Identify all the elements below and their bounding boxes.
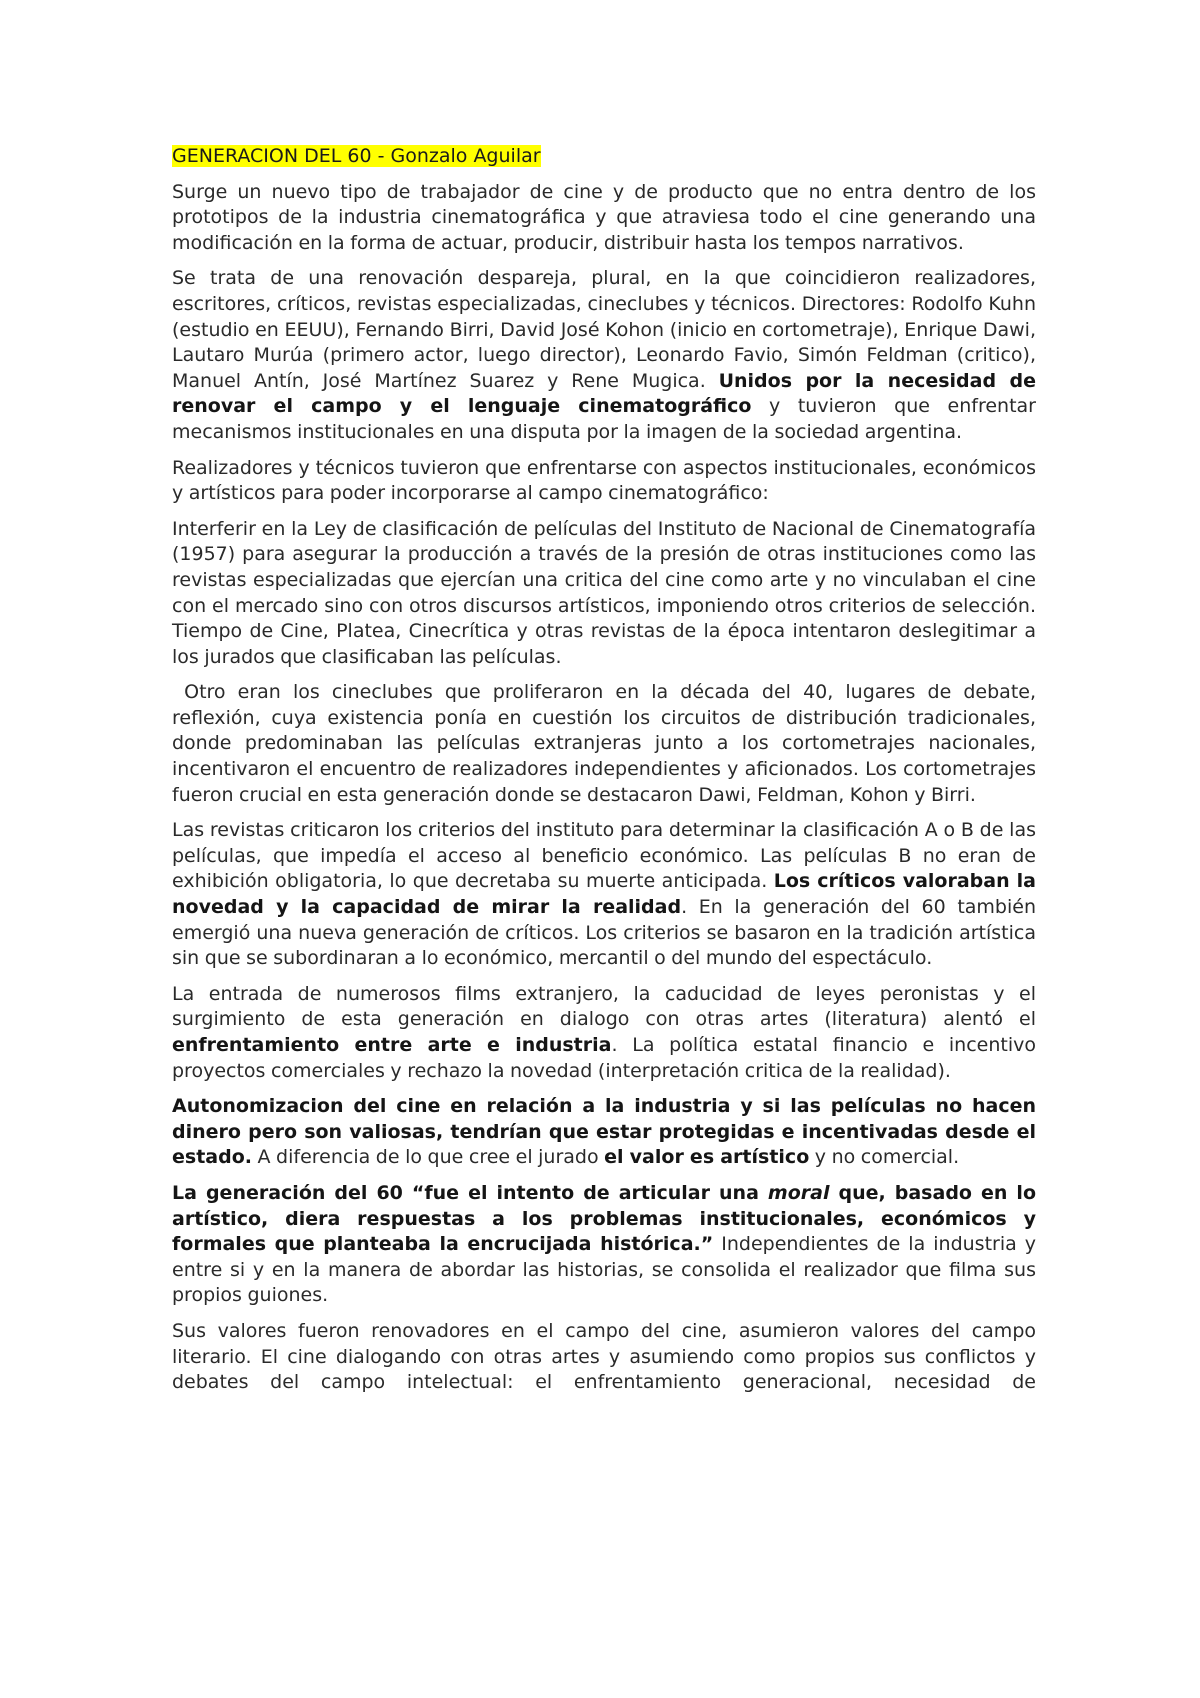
paragraph-4: Interferir en la Ley de clasificación de películas del Instituto de Nacional de Cinematografía (1957) para asegurar la producción a través de la presión de otras instituciones como las revistas especializadas que ejercían una critica del cine como arte y no vinculaban el cine con el mercado sino con otros discursos artísticos, imponiendo otros criterios de selección. Tiempo de Cine, Platea, Cinecrítica y otras revistas de la época intentaron deslegitimar a los jurados que clasificaban las películas. bbox=[172, 517, 1036, 668]
document-page bbox=[172, 144, 1042, 1396]
paragraph-8 bbox=[172, 1094, 1036, 1171]
paragraph-1: Surge un nuevo tipo de trabajador de cine y de producto que no entra dentro de los prototipos de la industria cinematográfica y que atraviesa todo el cine generando una modificación en la forma de actuar, producir, distribuir hasta los tempos narrativos. bbox=[172, 180, 1036, 254]
paragraph-7-bold: enfrentamiento entre arte e industria bbox=[172, 1034, 612, 1056]
paragraph-7 bbox=[172, 982, 1036, 1084]
paragraph-6-tail: . En la generación del 60 también emergió una nueva generación de críticos. Los criterios se basaron en la tradición artística sin que se subordinaran a lo económico, mercantil o del mundo del espectáculo. bbox=[172, 896, 1036, 970]
paragraph-6 bbox=[172, 818, 1036, 972]
paragraph-10: Sus valores fueron renovadores en el campo del cine, asumieron valores del campo literario. El cine dialogando con otras artes y asumiendo como propios sus conflictos y debates del campo intelectual: el enfrentamiento generacional, necesidad de bbox=[172, 1319, 1036, 1394]
paragraph-6-bold: Los críticos valoraban la novedad y la capacidad de mirar la realidad bbox=[172, 870, 1036, 919]
paragraph-8-text: A diferencia de lo que cree el jurado bbox=[251, 1146, 605, 1169]
paragraph-2-text: Se trata de una renovación despareja, plural, en la que coincidieron realizadores, escritores, críticos, revistas especializadas, cineclubes y técnicos. Directores: Rodolfo Kuhn (estudio en EEUU), Fernando Birri, David José Kohon (inicio en cortometraje), Enrique Dawi, Lautaro Murúa (primero actor, luego director), Leonardo Favio, Simón Feldman (critico), Manuel Antín, José Martínez Suarez y Rene Mugica. bbox=[172, 267, 1036, 392]
paragraph-9-bold-2: que, basado en lo artístico, diera respuestas a los problemas institucionales, económicos y formales que planteaba la encrucijada histórica.” bbox=[172, 1181, 1036, 1256]
paragraph-8-bold: Autonomizacion del cine en relación a la industria y si las películas no hacen dinero pero son valiosas, tendrían que estar protegidas e incentivadas desde el estado. bbox=[172, 1095, 1036, 1169]
paragraph-6-text: Las revistas criticaron los criterios del instituto para determinar la clasificación A o B de las películas, que impedía el acceso al beneficio económico. Las películas B no eran de exhibición obligatoria, lo que decretaba su muerte anticipada. bbox=[172, 819, 1036, 893]
paragraph-9-italic-word: moral bbox=[767, 1181, 830, 1204]
paragraph-9-tail: Independientes de la industria y entre si y en la manera de abordar las historias, se consolida el realizador que filma sus propios guiones. bbox=[172, 1233, 1037, 1307]
paragraph-7-text: La entrada de numerosos films extranjero, la caducidad de leyes peronistas y el surgimiento de esta generación en dialogo con otras artes (literatura) alentó el bbox=[172, 982, 1036, 1031]
paragraph-2-tail: y tuvieron que enfrentar mecanismos institucionales en una disputa por la imagen de la sociedad argentina. bbox=[172, 395, 1036, 443]
paragraph-3: Realizadores y técnicos tuvieron que enfrentarse con aspectos institucionales, económicos y artísticos para poder incorporarse al campo cinematográfico: bbox=[172, 456, 1036, 505]
paragraph-8-bold-2: el valor es artístico bbox=[604, 1146, 810, 1169]
paragraph-5: Otro eran los cineclubes que proliferaron en la década del 40, lugares de debate, reflexión, cuya existencia ponía en cuestión los circuitos de distribución tradicionales, donde predominaban las películas extranjeras junto a los cortometrajes nacionales, incentivaron el encuentro de realizadores independientes y aficionados. Los cortometrajes fueron crucial en esta generación donde se destacaron Dawi, Feldman, Kohon y Birri. bbox=[172, 681, 1042, 806]
paragraph-2-bold: Unidos por la necesidad de renovar el campo y el lenguaje cinematográfico bbox=[172, 369, 1036, 418]
document-title bbox=[172, 144, 1036, 170]
paragraph-9-italic bbox=[768, 1182, 830, 1204]
paragraph-2 bbox=[172, 266, 1036, 445]
highlighted-title: GENERACION DEL 60 - Gonzalo Aguilar bbox=[172, 145, 541, 167]
paragraph-8-tail: y no comercial. bbox=[809, 1146, 960, 1169]
paragraph-9-bold: La generación del 60 “fue el intento de articular una bbox=[172, 1181, 768, 1204]
paragraph-9 bbox=[172, 1181, 1036, 1309]
paragraph-7-tail: . La política estatal financio e incentivo proyectos comerciales y rechazo la novedad (interpretación critica de la realidad). bbox=[172, 1034, 1036, 1082]
